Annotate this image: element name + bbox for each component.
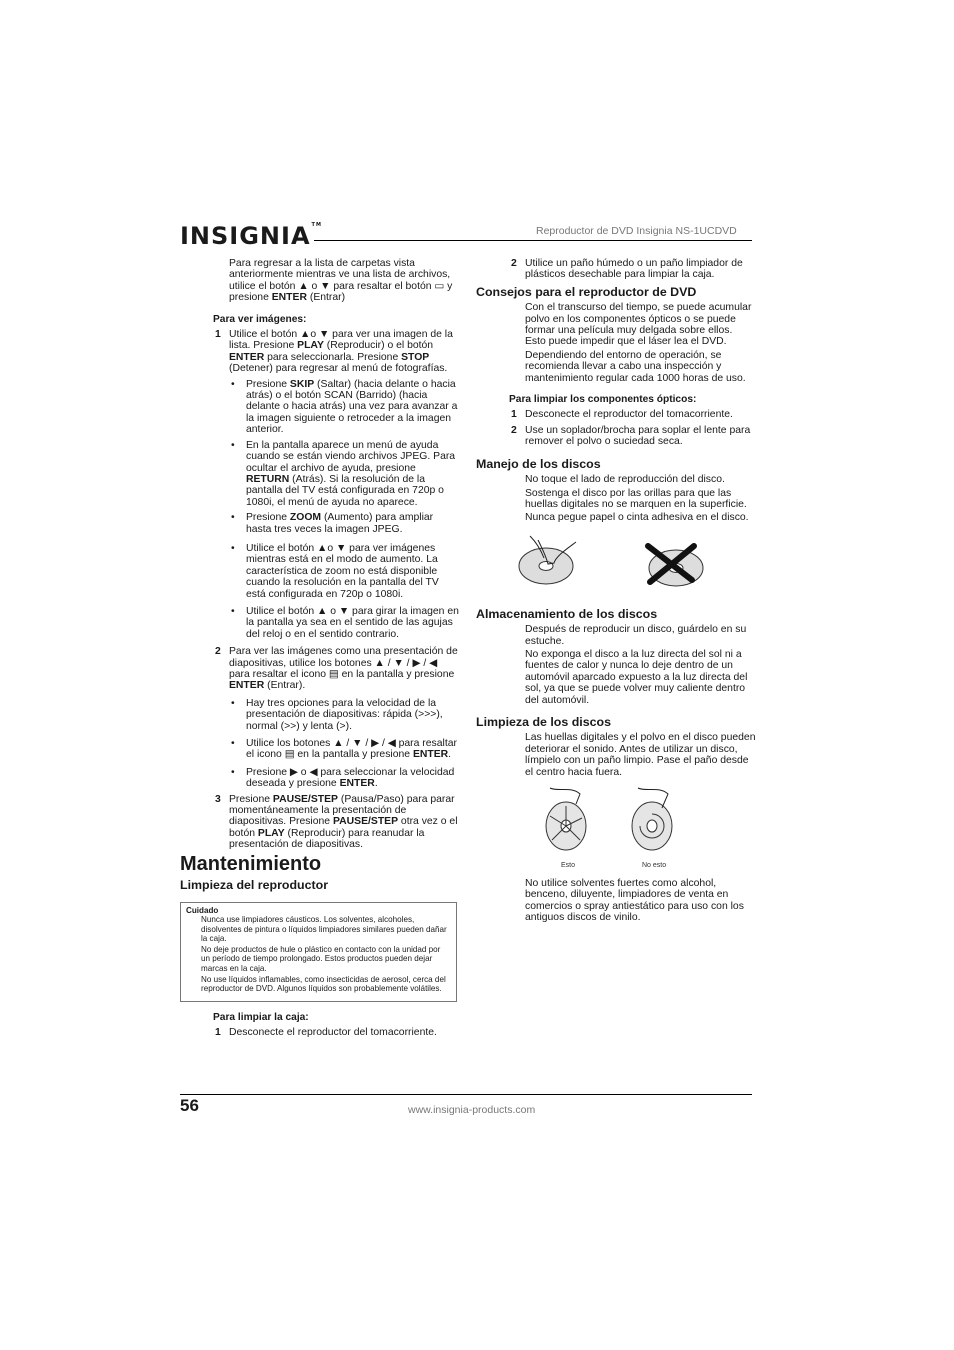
limpiar-opticos-heading: Para limpiar los componentes ópticos: bbox=[509, 394, 697, 406]
bullet-zoom: • Presione ZOOM (Aumento) para ampliar hasta tres veces la imagen JPEG. bbox=[180, 512, 460, 535]
manejo-paragraph-1: No toque el lado de reproducción del disco. bbox=[525, 474, 725, 486]
manejo-paragraph-2: Sostenga el disco por las orillas para que las huellas digitales no se marquen en la superficie. bbox=[525, 487, 747, 510]
caution-line: No deje productos de hule o plástico en contacto con la unidad por un período de tiempo prolongado. Estos productos pueden dejar marcas en la caja. bbox=[201, 944, 441, 974]
bullet-skip: • Presione SKIP (Saltar) (hacia delante o hacia atrás) o el botón SCAN (Barrido) (hacia delante o hacia atrás) una vez para avanzar a la imagen siguiente o retroceder a la imagen anterior. bbox=[180, 379, 460, 436]
para-ver-heading: Para ver imágenes: bbox=[213, 313, 307, 325]
footer-url: www.insignia-products.com bbox=[408, 1104, 536, 1116]
step-3: 3 Presione PAUSE/STEP (Pausa/Paso) para parar momentáneamente la presentación de diapositivas. Presione PAUSE/STEP otra vez o el botón PLAY (Reproducir) para reanudar la presentación de diapositivas. bbox=[215, 793, 458, 851]
bullet-highlight-icon: • Utilice los botones ▲ / ▼ / ▶ / ◀ para resaltar el icono ▤ en la pantalla y presione ENTER. bbox=[180, 738, 460, 761]
bullet-rotate: • Utilice el botón ▲ o ▼ para girar la imagen en la pantalla ya sea en el sentido de las agujas del reloj o en el sentido contrario. bbox=[180, 606, 460, 640]
header-title: Reproductor de DVD Insignia NS-1UCDVD bbox=[536, 225, 737, 237]
optico-step-2: 2 Use un soplador/brocha para soplar el lente para remover el polvo o suciedad seca. bbox=[511, 424, 751, 448]
bullet-help-menu: • En la pantalla aparece un menú de ayuda cuando se están viendo archivos JPEG. Para ocultar el archivo de ayuda, presione RETURN (Atrás). Si la resolución de la pantalla del TV está configurada en 720p o 1080i, el menú de ayuda no aparece. bbox=[180, 440, 460, 508]
insignia-logo: INSIGNIA™ bbox=[180, 222, 322, 250]
consejos-heading: Consejos para el reproductor de DVD bbox=[476, 284, 697, 299]
limpieza-discos-paragraph-1: Las huellas digitales y el polvo en el disco pueden deteriorar el sonido. Antes de utilizar un disco, límpielo con un paño limpio. Pase el paño desde el centro hacia fuera. bbox=[525, 732, 756, 778]
almacenamiento-heading: Almacenamiento de los discos bbox=[476, 606, 658, 621]
consejos-paragraph-2: Dependiendo del entorno de operación, se recomienda llevar a cabo una inspección y mantenimiento regular cada 1000 horas de uso. bbox=[525, 349, 746, 384]
section-title: Mantenimiento bbox=[180, 852, 322, 875]
bullet-speeds: • Hay tres opciones para la velocidad de la presentación de diapositivas: rápida (>>>), normal (>>) y lenta (>). bbox=[180, 698, 460, 732]
disc-cleaning-icon bbox=[536, 784, 686, 860]
disc-handling-illustration bbox=[516, 530, 756, 598]
para-limpiar-caja-heading: Para limpiar la caja: bbox=[213, 1011, 309, 1023]
caution-line: No use líquidos inflamables, como insecticidas de aerosol, cerca del reproductor de DVD. Algunos líquidos son probablemente volátiles. bbox=[201, 974, 446, 994]
limpieza-reproductor-heading: Limpieza del reproductor bbox=[180, 878, 329, 893]
disc-handling-icon bbox=[516, 530, 716, 596]
figure-caption-no-esto: No esto bbox=[642, 862, 667, 869]
left-column bbox=[180, 258, 460, 1043]
caution-box bbox=[180, 902, 457, 1002]
almacenamiento-paragraph-2: No exponga el disco a la luz directa del sol ni a fuentes de calor y nunca lo deje dentro de un automóvil aparcado expuesto a la luz directa del sol, ya que se puede volver muy caliente dentro del automóvil. bbox=[525, 648, 748, 706]
caja-step-2: 2 Utilice un paño húmedo o un paño limpiador de plásticos desechable para limpiar la caja. bbox=[511, 258, 743, 281]
disc-cleaning-illustration bbox=[536, 784, 756, 870]
figure-caption-esto: Esto bbox=[561, 862, 576, 869]
limpieza-discos-paragraph-2: No utilice solventes fuertes como alcohol, benceno, diluyente, limpiadores de venta en comercios o spray antiestático para uso con los antiguos discos de vinilo. bbox=[525, 878, 744, 924]
optico-step-1: 1 Desconecte el reproductor del tomacorriente. bbox=[511, 409, 733, 421]
intro-paragraph: Para regresar a la lista de carpetas vista anteriormente mientras ve una lista de archivos, utilice el botón ▲ o ▼ para resaltar el botón ▭ y presione ENTER (Entrar) bbox=[229, 258, 453, 304]
bullet-zoom-navigate: • Utilice el botón ▲o ▼ para ver imágenes mientras está en el modo de aumento. La característica de zoom no está disponible cuando la resolución en la pantalla del TV está configurada en 720p o 1080i. bbox=[180, 543, 460, 600]
bullet-select-speed: • Presione ▶ o ◀ para seleccionar la velocidad deseada y presione ENTER. bbox=[180, 767, 460, 790]
caution-line: Nunca use limpiadores cáusticos. Los solventes, alcoholes, disolventes de pintura o líquidos limpiadores similares pueden dañar la caja. bbox=[201, 915, 447, 944]
consejos-paragraph-1: Con el transcurso del tiempo, se puede acumular polvo en los componentes ópticos o se puede formar una película muy delgada sobre ellos. Esto puede impedir que el láser lea el DVD. bbox=[525, 302, 752, 348]
header-rule bbox=[314, 240, 752, 241]
caution-title: Cuidado bbox=[186, 905, 219, 915]
right-column bbox=[476, 258, 756, 926]
step-2: 2 Para ver las imágenes como una presentación de diapositivas, utilice los botones ▲ / ▼ / ▶ / ◀ para resaltar el icono ▤ en la pantalla y presione ENTER (Entrar). bbox=[215, 646, 458, 692]
limpieza-discos-heading: Limpieza de los discos bbox=[476, 714, 611, 729]
caja-step-1: 1 Desconecte el reproductor del tomacorriente. bbox=[215, 1027, 437, 1039]
manejo-paragraph-3: Nunca pegue papel o cinta adhesiva en el disco. bbox=[525, 512, 749, 524]
manejo-heading: Manejo de los discos bbox=[476, 456, 601, 471]
almacenamiento-paragraph-1: Después de reproducir un disco, guárdelo en su estuche. bbox=[525, 624, 747, 647]
footer-rule bbox=[180, 1094, 752, 1095]
page-number: 56 bbox=[180, 1096, 199, 1115]
step-1: 1 Utilice el botón ▲o ▼ para ver una imagen de la lista. Presione PLAY (Reproducir) o el botón ENTER para seleccionarla. Presione STOP (Detener) para regresar al menú de fotografías. bbox=[215, 329, 453, 375]
